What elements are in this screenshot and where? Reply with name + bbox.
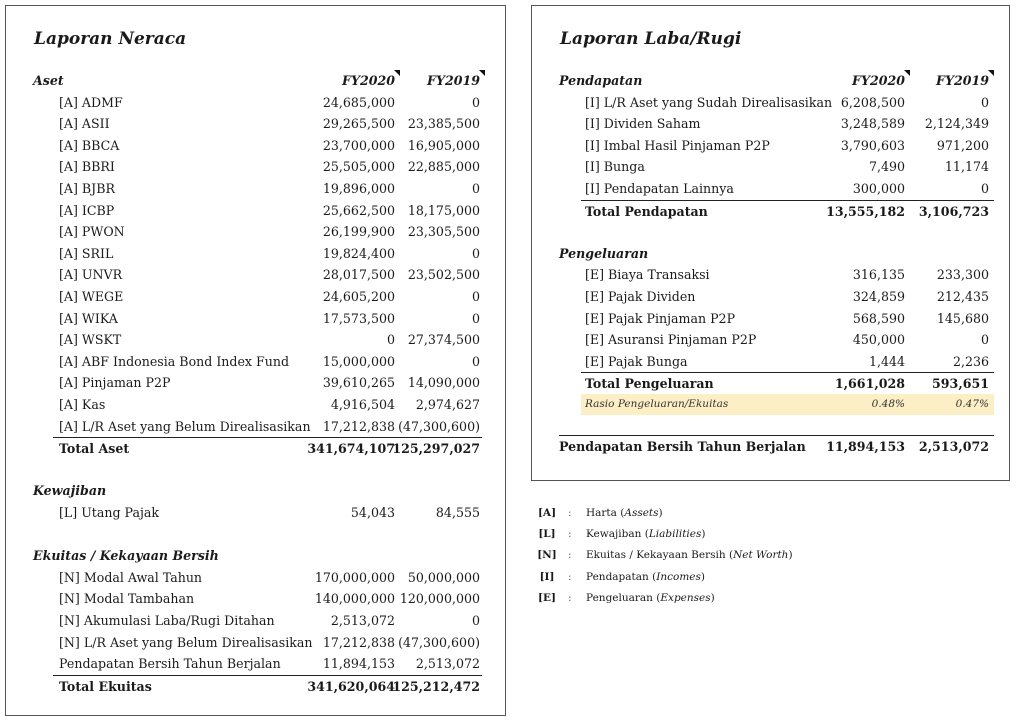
income-row-fy2020: 6,208,500 — [840, 94, 905, 110]
expense-equity-ratio-row-fy2020: 0.48% — [871, 398, 905, 410]
legend-english-term: Liabilities — [648, 528, 702, 541]
liabilities-header-label: Kewajiban — [33, 483, 107, 499]
equity-row — [33, 588, 480, 609]
liability-row-fy2019: 84,555 — [435, 505, 480, 520]
equity-row-fy2019: 120,000,000 — [399, 591, 480, 607]
net-income-row-label: Pendapatan Bersih Tahun Berjalan — [559, 439, 806, 455]
asset-row-label: [A] ADMF — [59, 94, 123, 110]
legend-separator: : — [568, 507, 572, 519]
asset-row-fy2020: 29,265,500 — [322, 116, 395, 132]
column-sort-marker-icon[interactable] — [479, 70, 485, 76]
asset-row — [33, 372, 480, 393]
asset-row — [33, 135, 480, 156]
equity-row-fy2019: 50,000,000 — [407, 569, 480, 585]
asset-row-label: [A] WSKT — [59, 332, 122, 348]
asset-row — [33, 221, 480, 242]
assets-header-fy2019: FY2019 — [427, 73, 480, 88]
asset-row-fy2019: 0 — [471, 353, 480, 369]
asset-row — [33, 416, 480, 437]
legend-separator: : — [568, 591, 572, 604]
asset-row-fy2019: 23,502,500 — [407, 267, 480, 283]
asset-row-label: [A] SRIL — [59, 245, 114, 261]
expense-row — [559, 264, 989, 285]
legend-description: Harta (Assets) — [586, 507, 663, 519]
equity-row-fy2020: 11,894,153 — [322, 656, 395, 672]
income-header — [559, 70, 989, 91]
asset-row-fy2019: 18,175,000 — [407, 202, 480, 218]
legend-code: [I] — [539, 570, 555, 583]
total-equity-row-fy2020: 341,620,064 — [307, 678, 395, 694]
expense-row-fy2019: 2,236 — [952, 353, 989, 369]
expense-row-label: [E] Asuransi Pinjaman P2P — [585, 332, 757, 348]
legend-english-term: Incomes — [656, 570, 701, 583]
asset-row-fy2019: 23,385,500 — [407, 116, 480, 132]
income-row — [559, 156, 989, 177]
income-row — [559, 92, 989, 113]
equity-row — [33, 632, 480, 653]
asset-row — [33, 178, 480, 199]
assets-header-label: Aset — [33, 73, 64, 88]
asset-row-fy2019: 0 — [471, 181, 480, 196]
total-expenses-row-fy2019: 593,651 — [932, 376, 989, 392]
expense-row-fy2019: 233,300 — [936, 267, 989, 283]
asset-row-fy2020: 19,824,400 — [322, 245, 395, 261]
income-header-fy2020: FY2020 — [852, 73, 905, 88]
equity-row-label: [N] Akumulasi Laba/Rugi Ditahan — [59, 613, 275, 628]
expense-row-fy2020: 316,135 — [852, 267, 905, 283]
expense-row — [559, 308, 989, 329]
legend-description: Pendapatan (Incomes) — [586, 570, 705, 583]
income-row-label: [I] L/R Aset yang Sudah Direalisasikan — [585, 94, 833, 110]
asset-row-fy2020: 25,662,500 — [322, 202, 395, 218]
equity-row-label: [N] Modal Awal Tahun — [59, 569, 203, 585]
equity-row — [33, 653, 480, 674]
asset-row-label: [A] L/R Aset yang Belum Direalisasikan — [59, 418, 311, 434]
total-assets-row-label: Total Aset — [59, 441, 130, 457]
asset-row-fy2020: 23,700,000 — [322, 137, 395, 153]
total-equity-row-fy2019: 125,212,472 — [392, 678, 480, 694]
total-income-row — [581, 200, 994, 222]
balance-sheet-title: Laporan Neraca — [34, 29, 187, 49]
total-expenses-row-label: Total Pengeluaran — [585, 376, 714, 392]
legend-english-term: Net Worth — [733, 549, 789, 562]
asset-row-fy2020: 17,573,500 — [322, 310, 395, 326]
income-statement-title: Laporan Laba/Rugi — [560, 29, 742, 49]
asset-row — [33, 286, 480, 307]
liability-row — [33, 502, 480, 523]
asset-row-fy2019: 0 — [471, 245, 480, 261]
asset-row-fy2020: 15,000,000 — [322, 353, 395, 369]
asset-row — [33, 156, 480, 177]
asset-row-fy2019: 27,374,500 — [407, 332, 480, 348]
asset-row — [33, 113, 480, 134]
expense-row — [559, 329, 989, 350]
expense-row-fy2020: 568,590 — [852, 310, 905, 326]
assets-header — [33, 70, 480, 91]
legend-english-term: Assets — [624, 507, 659, 519]
equity-row-fy2020: 2,513,072 — [330, 613, 395, 628]
income-row-fy2019: 971,200 — [936, 137, 989, 153]
legend-separator: : — [568, 528, 572, 541]
income-row-fy2020: 3,790,603 — [840, 137, 905, 153]
asset-row — [33, 92, 480, 113]
income-statement-panel — [531, 5, 1010, 481]
asset-row-label: [A] UNVR — [59, 267, 123, 283]
asset-row-fy2019: 16,905,000 — [407, 137, 480, 153]
liabilities-header — [33, 480, 480, 501]
total-assets-row — [53, 437, 482, 459]
total-equity-row — [53, 675, 482, 697]
legend-separator: : — [568, 570, 572, 583]
income-row-fy2019: 2,124,349 — [924, 116, 989, 132]
asset-row-label: [A] Pinjaman P2P — [59, 375, 171, 391]
asset-row-fy2020: 26,199,900 — [322, 224, 395, 240]
expense-row-fy2019: 212,435 — [936, 289, 989, 304]
expense-row-fy2020: 450,000 — [852, 332, 905, 348]
total-income-row-label: Total Pendapatan — [585, 203, 708, 219]
asset-row-label: [A] BBCA — [59, 137, 120, 153]
total-assets-row-fy2020: 341,674,107 — [307, 441, 395, 457]
asset-row-label: [A] WIKA — [59, 310, 118, 326]
income-row — [559, 113, 989, 134]
legend-english-term: Expenses — [660, 591, 711, 604]
equity-row-fy2020: 170,000,000 — [314, 569, 395, 585]
net-income-row-fy2019: 2,513,072 — [918, 439, 989, 455]
equity-row-fy2019: 2,513,072 — [415, 656, 480, 672]
income-header-fy2019: FY2019 — [936, 73, 989, 88]
equity-header-label: Ekuitas / Kekayaan Bersih — [33, 548, 219, 564]
asset-row-label: [A] ASII — [59, 116, 110, 132]
total-expenses-row — [581, 372, 994, 394]
asset-row-fy2019: 14,090,000 — [407, 375, 480, 391]
column-sort-marker-icon[interactable] — [394, 70, 400, 76]
expense-row-fy2020: 1,444 — [868, 353, 905, 369]
legend-code: [A] — [537, 507, 557, 519]
income-row-fy2019: 11,174 — [944, 159, 989, 175]
asset-row-fy2019: 2,974,627 — [415, 397, 480, 412]
liability-row-fy2020: 54,043 — [350, 505, 395, 520]
expense-row-fy2019: 145,680 — [936, 310, 989, 326]
expenses-header — [559, 243, 989, 264]
income-row-fy2020: 7,490 — [868, 159, 905, 175]
asset-row — [33, 329, 480, 350]
asset-row — [33, 394, 480, 415]
asset-row-label: [A] ABF Indonesia Bond Index Fund — [59, 353, 290, 369]
legend-separator: : — [568, 549, 572, 562]
equity-row-fy2019: 0 — [471, 613, 480, 628]
column-sort-marker-icon[interactable] — [988, 70, 994, 76]
income-header-label: Pendapatan — [559, 73, 643, 88]
asset-row — [33, 264, 480, 285]
total-assets-row-fy2019: 125,297,027 — [392, 441, 480, 457]
asset-row-fy2019: 22,885,000 — [407, 159, 480, 175]
expense-row — [559, 286, 989, 307]
balance-sheet-panel — [5, 5, 506, 716]
expense-row-fy2019: 0 — [980, 332, 989, 348]
asset-row-fy2020: 24,685,000 — [322, 94, 395, 110]
equity-row-fy2020: 140,000,000 — [314, 591, 395, 607]
asset-row-label: [A] WEGE — [59, 289, 124, 304]
equity-row — [33, 567, 480, 588]
asset-row-label: [A] ICBP — [59, 202, 115, 218]
expense-row-label: [E] Pajak Pinjaman P2P — [585, 310, 736, 326]
income-row-fy2020: 300,000 — [852, 181, 905, 196]
equity-row-label: Pendapatan Bersih Tahun Berjalan — [59, 656, 281, 672]
asset-row-fy2019: 23,305,500 — [407, 224, 480, 240]
expense-equity-ratio-row — [581, 394, 994, 415]
income-row-label: [I] Pendapatan Lainnya — [585, 181, 734, 196]
asset-row-fy2020: 0 — [386, 332, 395, 348]
asset-row-fy2019: 0 — [471, 310, 480, 326]
asset-row-fy2020: 4,916,504 — [330, 397, 395, 412]
expense-row-label: [E] Pajak Dividen — [585, 289, 696, 304]
asset-row-label: [A] Kas — [59, 397, 106, 412]
net-income-row-fy2020: 11,894,153 — [826, 439, 905, 455]
legend-description: Ekuitas / Kekayaan Bersih (Net Worth) — [586, 549, 793, 562]
column-sort-marker-icon[interactable] — [904, 70, 910, 76]
expense-row-fy2020: 324,859 — [852, 289, 905, 304]
expense-row-label: [E] Biaya Transaksi — [585, 267, 710, 283]
legend-code: [L] — [538, 528, 556, 541]
income-row-label: [I] Dividen Saham — [585, 116, 701, 132]
assets-header-fy2020: FY2020 — [342, 73, 395, 88]
expense-equity-ratio-row-label: Rasio Pengeluaran/Ekuitas — [585, 398, 729, 410]
asset-row — [33, 200, 480, 221]
total-income-row-fy2019: 3,106,723 — [918, 203, 989, 219]
liability-row-label: [L] Utang Pajak — [59, 505, 160, 520]
asset-row-fy2020: 25,505,000 — [322, 159, 395, 175]
expense-row-label: [E] Pajak Bunga — [585, 353, 688, 369]
legend-code: [E] — [538, 591, 556, 604]
expense-row — [559, 351, 989, 372]
equity-row-label: [N] L/R Aset yang Belum Direalisasikan — [59, 634, 313, 650]
legend-description: Kewajiban (Liabilities) — [586, 528, 706, 541]
equity-row-fy2019: (47,300,600) — [398, 634, 480, 650]
expenses-header-label: Pengeluaran — [559, 245, 649, 261]
income-row-label: [I] Bunga — [585, 159, 645, 175]
equity-header — [33, 545, 480, 566]
asset-row — [33, 351, 480, 372]
asset-row-fy2020: 39,610,265 — [322, 375, 395, 391]
asset-row-label: [A] BJBR — [59, 181, 115, 196]
asset-row-fy2020: 28,017,500 — [322, 267, 395, 283]
asset-row — [33, 308, 480, 329]
asset-row-fy2019: 0 — [471, 94, 480, 110]
income-row — [559, 178, 989, 199]
expense-equity-ratio-row-fy2019: 0.47% — [955, 398, 989, 410]
asset-row-fy2020: 17,212,838 — [322, 418, 395, 434]
total-equity-row-label: Total Ekuitas — [59, 678, 152, 694]
asset-row-fy2019: 0 — [471, 289, 480, 304]
income-row-fy2019: 0 — [980, 94, 989, 110]
income-row-fy2019: 0 — [980, 181, 989, 196]
asset-row — [33, 243, 480, 264]
asset-row-label: [A] PWON — [59, 224, 125, 240]
asset-row-fy2019: (47,300,600) — [398, 418, 480, 434]
total-expenses-row-fy2020: 1,661,028 — [834, 376, 905, 392]
asset-row-fy2020: 24,605,200 — [322, 289, 395, 304]
legend-description: Pengeluaran (Expenses) — [586, 591, 715, 604]
asset-row-label: [A] BBRI — [59, 159, 115, 175]
total-income-row-fy2020: 13,555,182 — [826, 203, 905, 219]
equity-row-fy2020: 17,212,838 — [322, 634, 395, 650]
equity-row — [33, 610, 480, 631]
income-row-label: [I] Imbal Hasil Pinjaman P2P — [585, 137, 770, 153]
income-row — [559, 135, 989, 156]
net-income-row — [559, 435, 994, 457]
legend-code: [N] — [537, 549, 557, 562]
equity-row-label: [N] Modal Tambahan — [59, 591, 195, 607]
asset-row-fy2020: 19,896,000 — [322, 181, 395, 196]
income-row-fy2020: 3,248,589 — [840, 116, 905, 132]
